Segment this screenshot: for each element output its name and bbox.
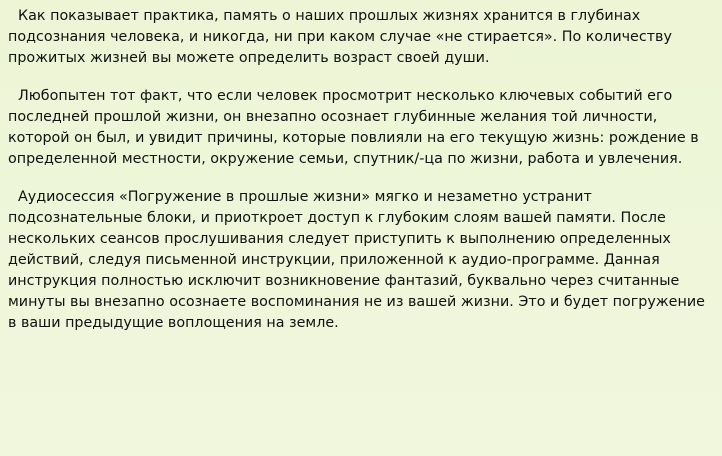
paragraph-3: Аудиосессия «Погружение в прошлые жизни» мягко и незаметно устранит подсознательные блоки, и приоткроет доступ к глубоким слоям вашей памяти. После нескольких сеансов прослушивания следует приступить к выполнению определенных действий, следуя письменной инструкции, приложенной к аудио-программе. Данная инструкция полностью исключит возникновение фантазий, буквально через считанные минуты вы внезапно осознаете воспоминания не из вашей жизни. Это и будет погружение в ваши предыдущие воплощения на земле.: [8, 189, 705, 332]
article-body: [8, 6, 714, 334]
paragraph-1: Как показывает практика, память о наших прошлых жизнях хранится в глубинах подсознания человека, и никогда, ни при каком случае «не стирается». По количеству прожитых жизней вы можете определить возраст своей души.: [8, 8, 672, 67]
paragraph-2: Любопытен тот факт, что если человек просмотрит несколько ключевых событий его последней прошлой жизни, он внезапно осознает глубинные желания той личности, которой он был, и увидит причины, которые повлияли на его текущую жизнь: рождение в определенной местности, окружение семьи, спутник/-ца по жизни, работа и увлечения.: [8, 88, 699, 168]
